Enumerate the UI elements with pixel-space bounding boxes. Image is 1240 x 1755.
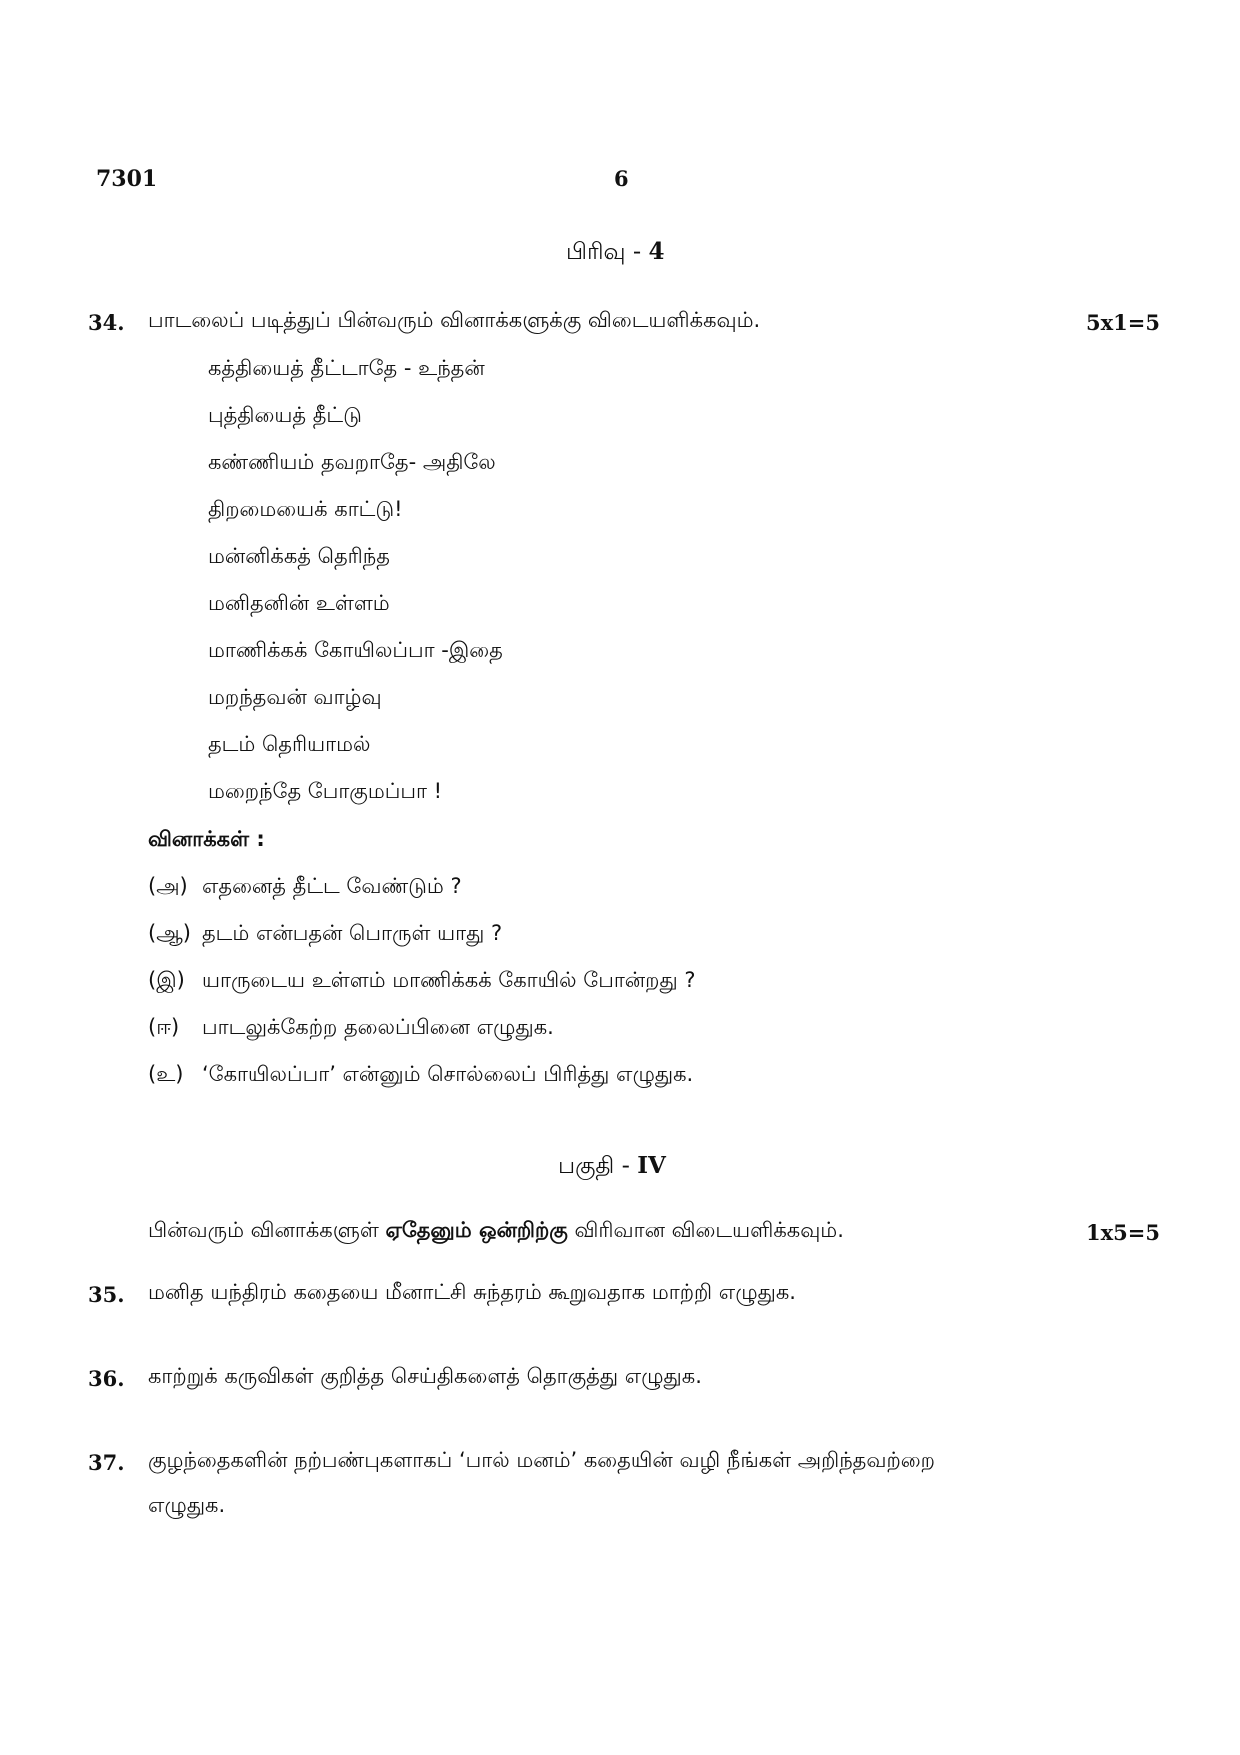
option-item — [148, 921, 502, 948]
question-number-37: 37. — [88, 1450, 125, 1475]
questions-label: வினாக்கள் : — [148, 827, 265, 851]
poem-line: திறமையைக் காட்டு! — [208, 497, 403, 521]
instruction-emphasis: ஏதேனும் ஒன்றிற்கு — [385, 1218, 568, 1242]
poem-line: மறந்தவன் வாழ்வு — [208, 685, 382, 709]
instruction-text: விரிவான விடையளிக்கவும். — [567, 1218, 844, 1242]
part-heading-text: பகுதி - — [558, 1153, 638, 1179]
instruction-text: பின்வரும் வினாக்களுள் — [148, 1218, 386, 1242]
option-label: (ஈ) — [148, 1015, 180, 1039]
section-heading-text: பிரிவு - — [566, 239, 649, 265]
option-text: ‘கோயிலப்பா’ என்னும் சொல்லைப் பிரித்து எழுதுக. — [202, 1062, 694, 1086]
option-text: எதனைத் தீட்ட வேண்டும் ? — [202, 874, 462, 898]
question-number-36: 36. — [88, 1366, 125, 1391]
poem-line: மனிதனின் உள்ளம் — [208, 591, 390, 615]
option-label: (இ) — [148, 968, 185, 992]
option-item — [148, 1062, 693, 1089]
part-instruction — [148, 1218, 844, 1245]
section-heading — [566, 238, 664, 268]
option-text: யாருடைய உள்ளம் மாணிக்கக் கோயில் போன்றது ? — [202, 968, 696, 992]
option-label: (ஆ) — [148, 921, 191, 945]
poem-line: கண்ணியம் தவறாதே- அதிலே — [208, 450, 496, 474]
part-heading — [558, 1152, 666, 1182]
option-item — [148, 1015, 554, 1042]
paper-code: 7301 — [96, 166, 158, 192]
question-number-34: 34. — [88, 310, 125, 335]
option-label: (அ) — [148, 874, 188, 898]
poem-line: மறைந்தே போகுமப்பா ! — [208, 779, 443, 803]
option-label: (உ) — [148, 1062, 184, 1086]
option-item — [148, 874, 462, 901]
part-heading-number: IV — [637, 1152, 666, 1179]
poem-line: மன்னிக்கத் தெரிந்த — [208, 544, 390, 568]
question-36-text: காற்றுக் கருவிகள் குறித்த செய்திகளைத் தொகுத்து எழுதுக. — [148, 1364, 702, 1388]
option-text: தடம் என்பதன் பொருள் யாது ? — [202, 921, 503, 945]
poem-line: கத்தியைத் தீட்டாதே - உந்தன் — [208, 356, 485, 380]
question-35-text: மனித யந்திரம் கதையை மீனாட்சி சுந்தரம் கூறுவதாக மாற்றி எழுதுக. — [148, 1280, 796, 1304]
question-number-35: 35. — [88, 1282, 125, 1307]
part-marks: 1x5=5 — [1086, 1220, 1160, 1245]
section-heading-number: 4 — [648, 238, 665, 265]
option-item — [148, 968, 695, 995]
question-37-text-continued: எழுதுக. — [148, 1493, 226, 1517]
question-34-text: பாடலைப் படித்துப் பின்வரும் வினாக்களுக்கு விடையளிக்கவும். — [148, 308, 761, 332]
poem-line: மாணிக்கக் கோயிலப்பா -இதை — [208, 638, 503, 662]
question-34-marks: 5x1=5 — [1086, 310, 1160, 335]
poem-line: தடம் தெரியாமல் — [208, 732, 371, 756]
option-text: பாடலுக்கேற்ற தலைப்பினை எழுதுக. — [202, 1015, 554, 1039]
page-number: 6 — [614, 166, 629, 191]
poem-line: புத்தியைத் தீட்டு — [208, 403, 362, 427]
question-37-text: குழந்தைகளின் நற்பண்புகளாகப் ‘பால் மனம்’ கதையின் வழி நீங்கள் அறிந்தவற்றை — [148, 1448, 935, 1472]
